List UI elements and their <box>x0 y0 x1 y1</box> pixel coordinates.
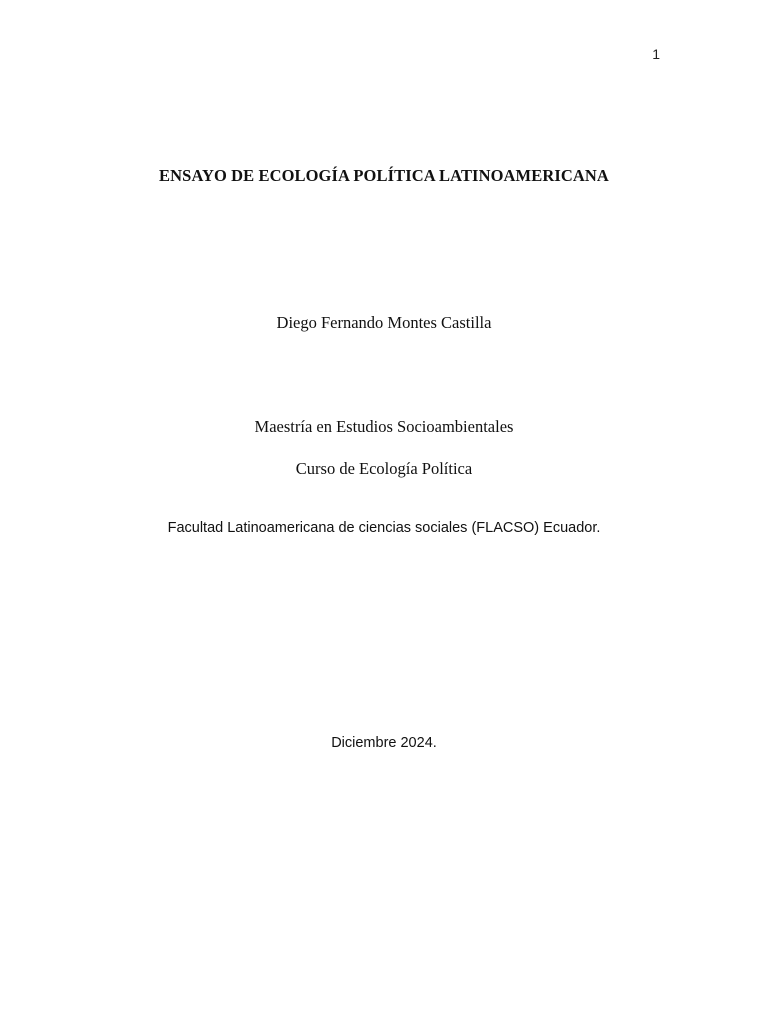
page-number: 1 <box>652 46 660 62</box>
document-date: Diciembre 2024. <box>331 735 437 751</box>
course-name: Curso de Ecología Política <box>295 459 473 478</box>
author-name: Diego Fernando Montes Castilla <box>276 313 492 332</box>
program-name: Maestría en Estudios Socioambientales <box>254 417 514 436</box>
institution-name: Facultad Latinoamericana de ciencias sociales (FLACSO) Ecuador. <box>167 520 601 536</box>
document-title: ENSAYO DE ECOLOGÍA POLÍTICA LATINOAMERICANA <box>159 166 609 185</box>
